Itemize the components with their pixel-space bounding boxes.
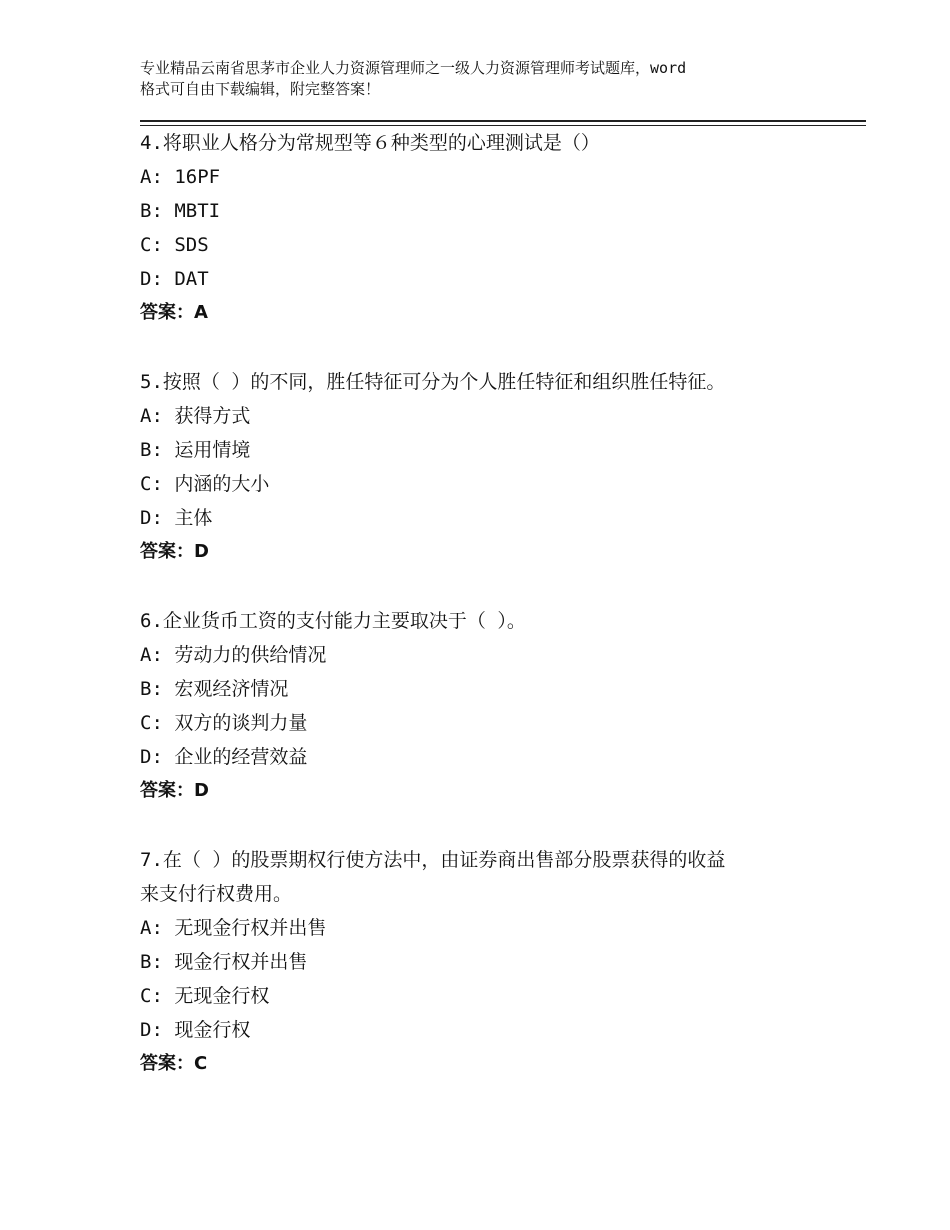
header-line-2: 格式可自由下载编辑，附完整答案！ (140, 80, 381, 98)
option-d: D: 企业的经营效益 (140, 746, 308, 768)
answer-label: 答案：A (140, 302, 208, 323)
question-7 (140, 843, 830, 1081)
option-b: B: MBTI (140, 200, 221, 222)
option-a: A: 无现金行权并出售 (140, 917, 327, 939)
option-b: B: 宏观经济情况 (140, 678, 289, 700)
option-c: C: SDS (140, 234, 209, 256)
option-c: C: 无现金行权 (140, 985, 270, 1007)
option-a: A: 劳动力的供给情况 (140, 644, 327, 666)
question-title: 6.企业货币工资的支付能力主要取决于（ ）。 (140, 610, 526, 632)
option-d: D: DAT (140, 268, 209, 290)
option-a: A: 获得方式 (140, 405, 251, 427)
document-header (140, 58, 830, 100)
option-b: B: 运用情境 (140, 439, 251, 461)
option-b: B: 现金行权并出售 (140, 951, 308, 973)
option-a: A: 16PF (140, 166, 221, 188)
option-c: C: 内涵的大小 (140, 473, 270, 495)
option-d: D: 主体 (140, 507, 213, 529)
question-title-continued: 来支付行权费用。 (140, 883, 293, 905)
header-divider-thick (140, 120, 866, 122)
question-5 (140, 365, 830, 569)
answer-label: 答案：D (140, 541, 209, 562)
question-title: 4.将职业人格分为常规型等６种类型的心理测试是（） (140, 132, 600, 154)
option-c: C: 双方的谈判力量 (140, 712, 308, 734)
option-d: D: 现金行权 (140, 1019, 251, 1041)
answer-label: 答案：D (140, 780, 209, 801)
question-4 (140, 126, 830, 330)
header-line-1: 专业精品云南省思茅市企业人力资源管理师之一级人力资源管理师考试题库，word (140, 59, 687, 77)
question-title: 7.在（ ）的股票期权行使方法中，由证券商出售部分股票获得的收益 (140, 849, 726, 871)
question-6 (140, 604, 830, 808)
question-title: 5.按照（ ）的不同，胜任特征可分为个人胜任特征和组织胜任特征。 (140, 371, 726, 393)
answer-label: 答案：C (140, 1053, 208, 1074)
